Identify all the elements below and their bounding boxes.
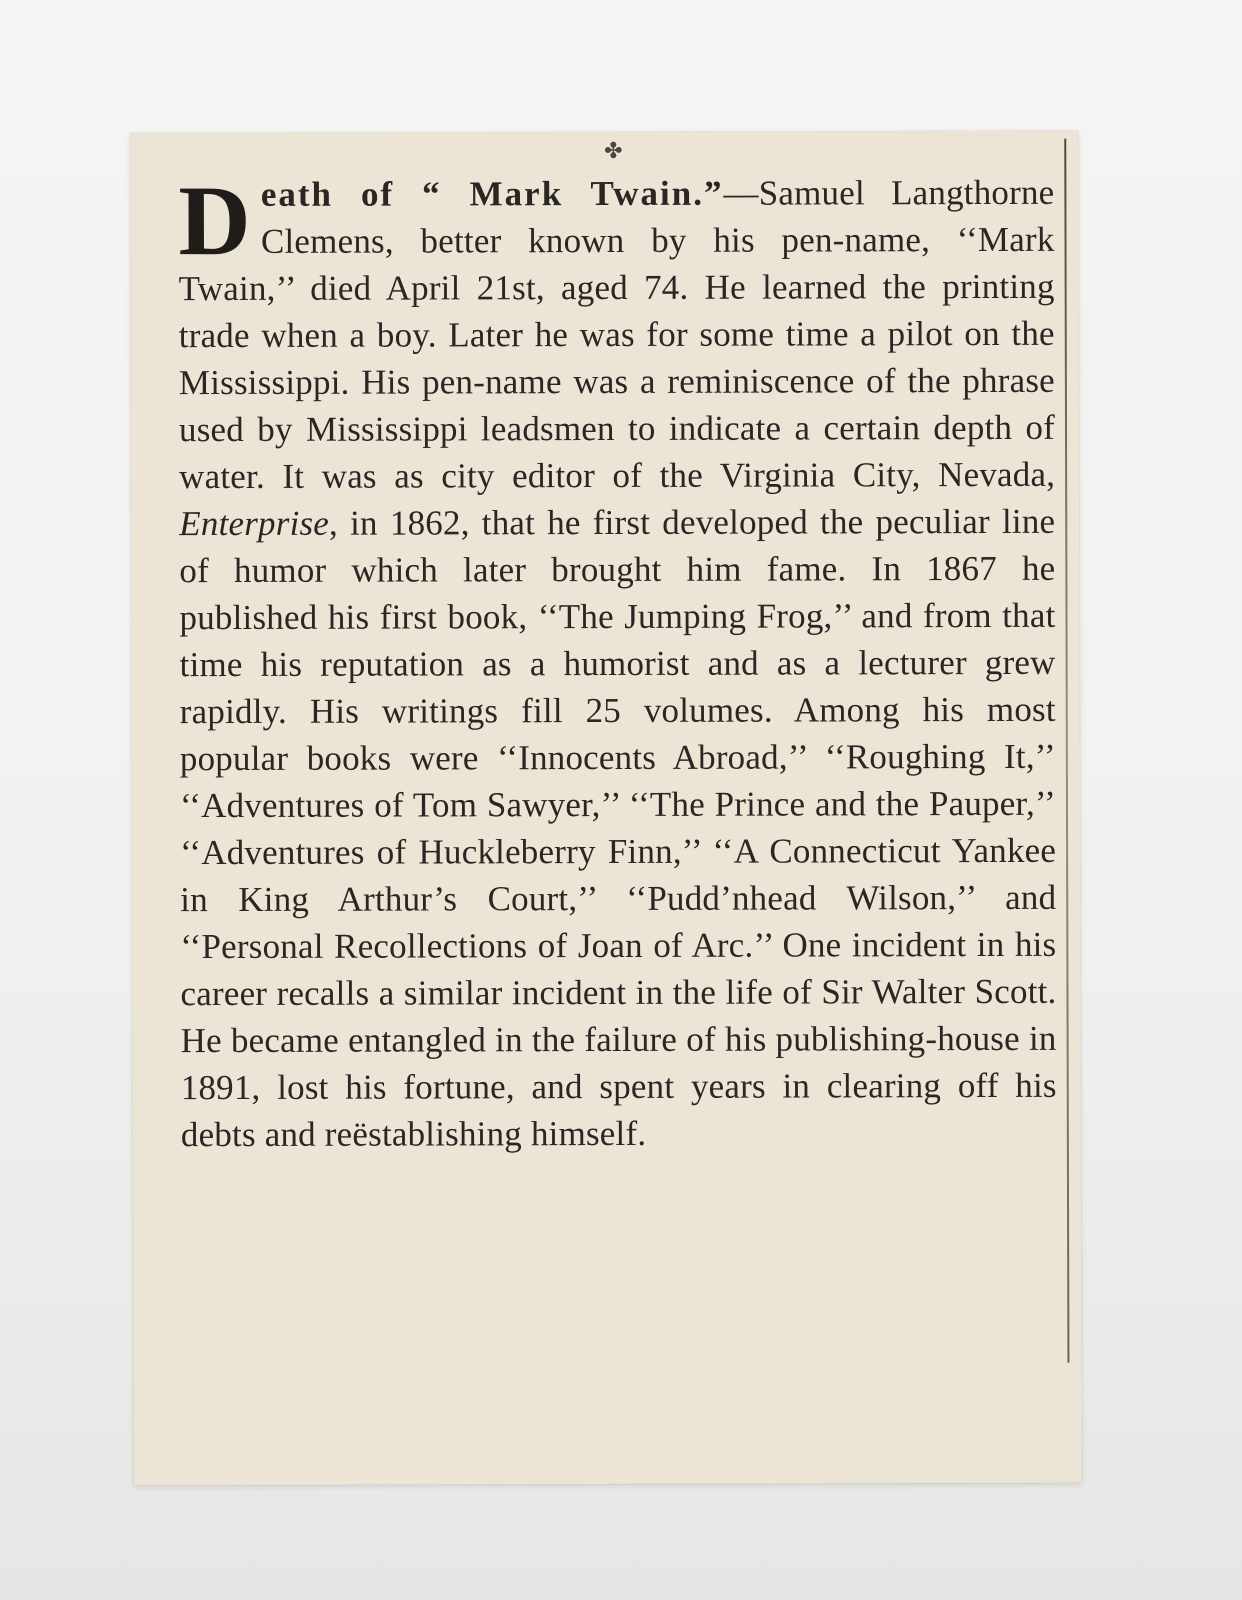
newspaper-name: Enterprise: [179, 503, 330, 544]
ornament-icon: ✤: [604, 137, 623, 164]
drop-cap: D: [178, 164, 252, 277]
headline-dash: —: [723, 173, 759, 213]
body-text-part1: Samuel Langthorne Clemens, better known by his pen-name, ‘‘Mark Twain,’’ died April 21st, aged 74. He learned the printing trade when a boy. Later he was for some time a pilot on the Mississippi. His pen-name was a reminiscence of the phrase used by Mississippi leadsmen to indicate a certain depth of water. It was as city editor of the Virginia City, Nevada,: [178, 172, 1056, 497]
article-text: [178, 164, 1057, 1158]
newspaper-clipping: [130, 131, 1082, 1485]
body-text-part2: , in 1862, that he first developed the peculiar line of humor which later brought him fame. In 1867 he published his first book, ‘‘The Jumping Frog,’’ and from that time his reputation as a humorist and as a lecturer grew rapidly. His writings fill 25 volumes. Among his most popular books were ‘‘Innocents Abroad,’’ ‘‘Roughing It,’’ ‘‘Adventures of Tom Sawyer,’’ ‘‘The Prince and the Pauper,’’ ‘‘Adventures of Huckleberry Finn,’’ ‘‘A Connecticut Yankee in King Arthur’s Court,’’ ‘‘Pudd’nhead Wilson,’’ and ‘‘Personal Recollections of Joan of Arc.’’ One incident in his career recalls a similar incident in the life of Sir Walter Scott. He became entangled in the failure of his publishing-house in 1891, lost his fortune, and spent years in clearing off his debts and reëstablishing himself.: [179, 501, 1057, 1155]
headline: eath of “ Mark Twain.”: [260, 173, 724, 214]
column-rule: [1064, 139, 1069, 1363]
